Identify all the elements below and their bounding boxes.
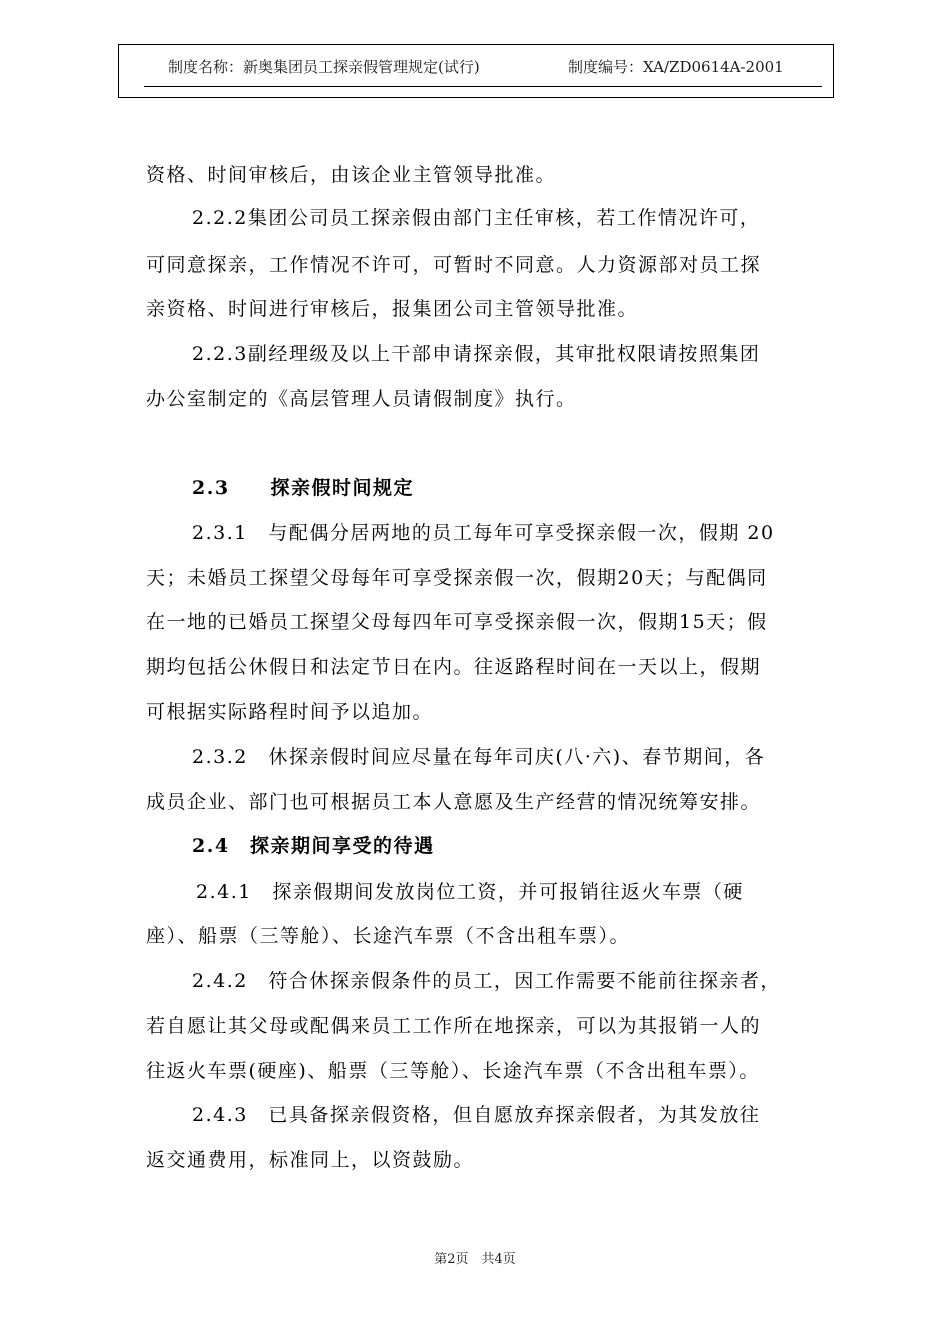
paragraph-line: 若自愿让其父母或配偶来员工工作所在地探亲，可以为其报销一人的 [146, 1015, 762, 1037]
paragraph-line: 2.2.2集团公司员工探亲假由部门主任审核，若工作情况许可， [192, 207, 761, 229]
paragraph-line: 亲资格、时间进行审核后，报集团公司主管领导批准。 [146, 298, 639, 320]
regulation-code: 制度编号：XA/ZD0614A-2001 [568, 58, 784, 76]
paragraph-line: 2.3.1 与配偶分居两地的员工每年可享受探亲假一次，假期 20 [192, 522, 775, 544]
paragraph-line: 2.4.2 符合休探亲假条件的员工，因工作需要不能前往探亲者， [192, 970, 781, 992]
paragraph-line: 资格、时间审核后，由该企业主管领导批准。 [146, 164, 557, 186]
paragraph-line: 成员企业、部门也可根据员工本人意愿及生产经营的情况统筹安排。 [146, 791, 762, 813]
section-heading: 2.4 探亲期间享受的待遇 [192, 835, 435, 857]
paragraph-line: 期均包括公休假日和法定节日在内。往返路程时间在一天以上，假期 [146, 656, 762, 678]
paragraph-line: 可同意探亲，工作情况不许可，可暂时不同意。人力资源部对员工探 [146, 254, 762, 276]
paragraph-line: 往返火车票(硬座)、船票（三等舱）、长途汽车票（不含出租车票）。 [146, 1060, 760, 1082]
paragraph-line: 天；未婚员工探望父母每年可享受探亲假一次，假期20天；与配偶同 [146, 567, 768, 589]
paragraph-line: 2.4.1 探亲假期间发放岗位工资，并可报销往返火车票（硬 [196, 881, 744, 903]
regulation-name: 制度名称：新奥集团员工探亲假管理规定(试行) [168, 58, 480, 76]
paragraph-line: 返交通费用，标准同上，以资鼓励。 [146, 1149, 475, 1171]
paragraph-line: 可根据实际路程时间予以追加。 [146, 701, 434, 723]
document-header [144, 48, 822, 87]
paragraph-line: 2.2.3副经理级及以上干部申请探亲假，其审批权限请按照集团 [192, 343, 761, 365]
paragraph-line: 座）、船票（三等舱）、长途汽车票（不含出租车票）。 [146, 925, 631, 947]
section-heading: 2.3 探亲假时间规定 [192, 477, 415, 499]
page-number: 第2页 共4页 [434, 1252, 516, 1267]
paragraph-line: 办公室制定的《高层管理人员请假制度》执行。 [146, 388, 577, 410]
paragraph-line: 在一地的已婚员工探望父母每四年可享受探亲假一次，假期15天；假 [146, 611, 768, 633]
paragraph-line: 2.3.2 休探亲假时间应尽量在每年司庆(八·六)、春节期间，各 [192, 746, 766, 768]
paragraph-line: 2.4.3 已具备探亲假资格，但自愿放弃探亲假者，为其发放往 [192, 1104, 761, 1126]
